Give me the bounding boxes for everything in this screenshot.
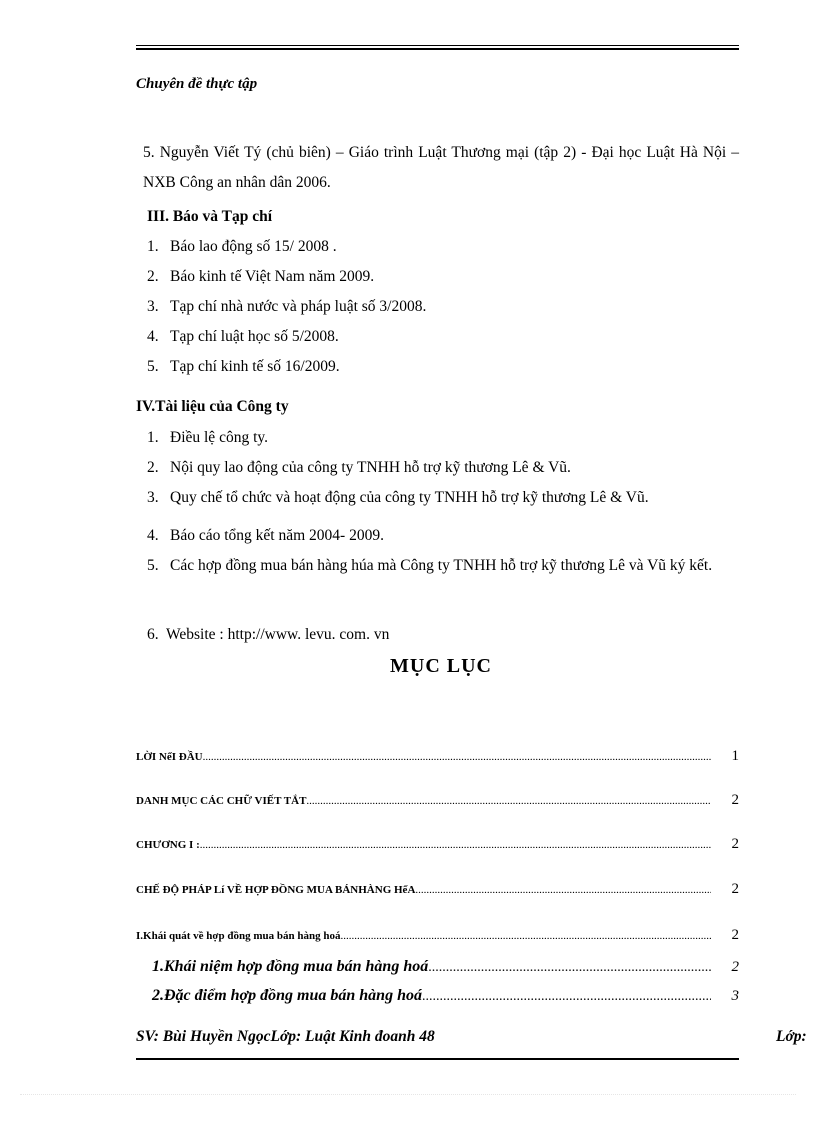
list-text: Điều lệ công ty.	[170, 429, 268, 446]
list-number: 5.	[147, 557, 159, 574]
list-text: Tạp chí luật học số 5/2008.	[170, 328, 339, 345]
toc-entry-label: 2.Đặc điểm hợp đồng mua bán hàng hoá	[152, 987, 422, 1004]
list-number: 1.	[147, 238, 159, 255]
list-number: 5.	[147, 358, 159, 375]
footer-rule	[136, 1058, 739, 1060]
section-iv-heading: IV.Tài liệu của Công ty	[136, 398, 289, 415]
toc-entry-label: 1.Khái niệm hợp đồng mua bán hàng hoá	[152, 958, 429, 975]
header-rule-secondary	[136, 49, 739, 50]
toc-entry-page: 2	[731, 881, 739, 897]
list-text: Nội quy lao động của công ty TNHH hỗ trợ kỹ thương Lê & Vũ.	[170, 459, 571, 476]
toc-leader-dots	[422, 989, 711, 1005]
toc-leader-dots	[415, 884, 711, 896]
toc-entry	[136, 881, 739, 898]
list-number: 4.	[147, 527, 159, 544]
list-text: Các hợp đồng mua bán hàng húa mà Công ty TNHH hỗ trợ kỹ thương Lê và Vũ ký kết.	[170, 557, 713, 574]
list-text: Tạp chí kinh tế số 16/2009.	[170, 358, 340, 375]
toc-entry	[136, 748, 739, 765]
list-number: 1.	[147, 429, 159, 446]
toc-leader-dots	[428, 960, 711, 976]
toc-entry-label: LỜI NểI ĐẦU	[136, 751, 203, 763]
reference-item-5-continued: 5. Nguyễn Viết Tý (chủ biên) – Giáo trình Luật Thương mại (tập 2) - Đại học Luật Hà Nội – NXB Công an nhân dân 2006.	[143, 144, 739, 191]
list-text: Tạp chí nhà nước và pháp luật số 3/2008.	[170, 298, 427, 315]
toc-entry-page: 2	[731, 836, 739, 852]
toc-entry	[136, 927, 739, 944]
list-text: Website : http://www. levu. com. vn	[166, 626, 390, 643]
toc-entry-page: 2	[731, 792, 739, 808]
toc-entry	[136, 836, 739, 853]
toc-entry-page: 3	[731, 988, 739, 1004]
toc-title: MỤC LỤC	[390, 655, 492, 677]
toc-entry	[152, 958, 739, 976]
list-text: Báo kinh tế Việt Nam năm 2009.	[170, 268, 375, 285]
list-text: Quy chế tổ chức và hoạt động của công ty TNHH hỗ trợ kỹ thương Lê & Vũ.	[170, 489, 649, 506]
list-number: 3.	[147, 298, 159, 315]
toc-leader-dots	[340, 930, 711, 942]
page-bottom-edge	[20, 1094, 796, 1095]
toc-entry-label: DANH MỤC CÁC CHỮ VIẾT TẮT	[136, 795, 307, 807]
header-title: Chuyên đề thực tập	[136, 76, 258, 92]
toc-leader-dots	[306, 795, 711, 807]
toc-entry-page: 1	[731, 748, 739, 764]
toc-entry-page: 2	[731, 927, 739, 943]
toc-entry-label: CHẾ ĐỘ PHÁP Lí VỀ HỢP ĐỒNG MUA BÁNHÀNG HểA	[136, 884, 416, 896]
toc-entry-label: CHƯƠNG I :	[136, 839, 200, 851]
toc-leader-dots	[203, 751, 711, 763]
toc-entry-page: 2	[731, 959, 739, 975]
list-text: Báo lao động số 15/ 2008 .	[170, 238, 337, 255]
list-number: 3.	[147, 489, 159, 506]
toc-leader-dots	[200, 839, 711, 851]
footer-class-label: Lớp:	[776, 1028, 807, 1045]
list-number: 6.	[147, 626, 159, 643]
footer-student-info: SV: Bùi Huyền NgọcLớp: Luật Kinh đoanh 48	[136, 1028, 435, 1045]
toc-entry	[136, 792, 739, 809]
list-number: 4.	[147, 328, 159, 345]
toc-entry	[152, 987, 739, 1005]
list-text: Báo cáo tổng kết năm 2004- 2009.	[170, 527, 384, 544]
toc-entry-label: I.Khái quát về hợp đồng mua bán hàng hoá	[136, 930, 341, 942]
list-number: 2.	[147, 268, 159, 285]
section-iii-heading: III. Báo và Tạp chí	[147, 208, 273, 225]
list-number: 2.	[147, 459, 159, 476]
